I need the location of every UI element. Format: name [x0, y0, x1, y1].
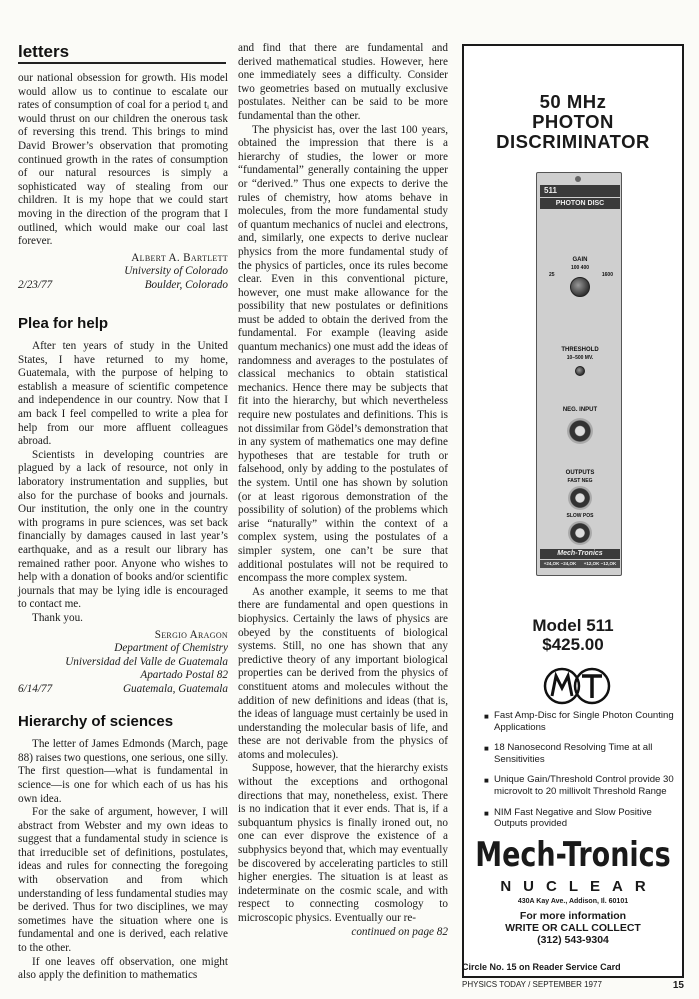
- page-number: 15: [672, 980, 684, 991]
- brand-wordmark: Mech-Tronics: [475, 836, 671, 875]
- slow-output-connector-icon: [568, 521, 592, 545]
- letter1-author: Albert A. Bartlett: [131, 251, 228, 264]
- ad-title: [464, 92, 682, 152]
- bullet-icon: ■: [484, 808, 489, 818]
- feature-list: [484, 710, 680, 839]
- advertisement: [462, 44, 684, 978]
- letter2-date-row: [18, 683, 228, 697]
- letter2-location: Guatemala, Guatemala: [122, 682, 228, 695]
- threshold-range: 10–500 MV.: [566, 355, 594, 361]
- letter2-affiliation-1: Department of Chemistry: [114, 642, 228, 655]
- bullet-icon: ■: [484, 776, 489, 786]
- price: $425.00: [542, 635, 604, 654]
- journal-info: PHYSICS TODAY / SEPTEMBER 1977: [462, 980, 602, 989]
- company-address: 430A Kay Ave., Addison, Il. 60101: [517, 898, 629, 905]
- module-number: 511: [540, 185, 620, 197]
- letter2-title: Plea for help: [18, 314, 109, 332]
- threshold-knob-icon: [575, 366, 585, 376]
- letter3-col2-para-1: and find that there are fundamental and derived mathematical studies. However, here one immediately sees a difficulty. Consider two geometries based on mutually exclusive postulates. Neither can be said to be more fundamental than the other.: [238, 42, 448, 122]
- letter1-date-row: [18, 279, 228, 293]
- letter2-para-3: Thank you.: [32, 611, 83, 624]
- fast-output-connector-icon: [568, 486, 592, 510]
- phone-number: (312) 543-9304: [537, 934, 609, 946]
- page-footer: [462, 980, 684, 991]
- contact-line-2: WRITE OR CALL COLLECT: [505, 922, 641, 934]
- contact-line-1: For more information: [519, 910, 627, 922]
- letter3-para-3: If one leaves off observation, one might also apply the definition to mathematics: [18, 955, 228, 982]
- ad-title-line-2: PHOTON: [532, 111, 614, 132]
- gain-max: 1600: [601, 272, 613, 278]
- section-rule: [18, 62, 226, 64]
- nim-module-photo: [536, 172, 622, 576]
- continued-notice: continued on page 82: [351, 925, 448, 938]
- letter1-continued-text: our national obsession for growth. His model would allow us to continue to escalate our rates of consumption of coal for a period tᵢ and would thrust on our children the onerous task of reversing this trend. This brings to mind David Brower’s observation that promoting continued growth in the rates of consumption of our natural resources is simply a sophisticated way of stealing from our children. It is my hope that we could start moving in the direction of the program that I outlined, which would make our coal last forever.: [18, 72, 228, 248]
- section-title: letters: [18, 42, 70, 61]
- letter3-col2-para-4: Suppose, however, that the hierarchy exists without the exceptions and orthogonal directions that may, nonetheless, exist. There is no indication that it ever ends. That is, if a subquantum physics is finally ironed out, no one can ever disprove the existence of a subphysics beyond that, which may eventually be discovered by accelerating particles to still higher energies. The situation is at least as indeterminate on the cosmic scale, and with respect to connecting cosmology to microscopic physics. Eventually our re-: [238, 762, 448, 924]
- letter3-para-2: For the sake of argument, however, I will abstract from Webster and my own ideas to suggest that a fundamental study in science is that irreducible set of definitions, postulates, ideas and rules for connecting the foregoing with observation and from which understanding of less fundamental studies may be derived. Thus for two disciplines, we may sometimes have the situation where one is fundamental and one is derived, each relative to the other.: [18, 806, 228, 955]
- reader-service-note: Circle No. 15 on Reader Service Card: [462, 962, 621, 972]
- gain-ticks: 100 400: [570, 265, 590, 271]
- letter2-affiliation-2: Universidad del Valle de Guatemala: [65, 655, 228, 668]
- module-brand: Mech-Tronics: [540, 549, 620, 559]
- feature-item: ■ Unique Gain/Threshold Control provide 30 microvolt to 20 millivolt Threshold Range: [484, 774, 674, 797]
- letter3-title: Hierarchy of sciences: [18, 712, 174, 730]
- contact-block: [464, 910, 682, 946]
- ad-title-line-1: 50 MHz: [539, 91, 607, 112]
- power-right: +12,OK −12,OK: [583, 561, 617, 566]
- letter3-para-1: The letter of James Edmonds (March, page 88) raises two questions, one serious, one silly. The first question—what is fundamental in science—is one for which each of us has his own idea.: [18, 738, 228, 805]
- input-connector-icon: [567, 418, 593, 444]
- slow-pos-label: SLOW POS: [566, 513, 594, 519]
- feature-item: ■ 18 Nanosecond Resolving Time at all Sensitivities: [484, 742, 653, 765]
- gain-label: GAIN: [572, 257, 588, 263]
- letter2-affiliation-3: Apartado Postal 82: [140, 669, 228, 682]
- module-power-row: [540, 560, 620, 568]
- threshold-label: THRESHOLD: [561, 347, 599, 353]
- letter2-para-1: After ten years of study in the United States, I have returned to my home, Guatemala, with the purpose of helping to establish a measure of scientific competence and independence in our country. Now that I am back I feel compelled to write a plea for help from our more affluent colleagues abroad.: [18, 340, 228, 448]
- gain-knob-icon: [570, 277, 590, 297]
- column-2: [238, 42, 448, 939]
- fast-neg-label: FAST NEG: [567, 478, 593, 484]
- letter1-affiliation: University of Colorado: [124, 265, 228, 278]
- brand-subtitle: NUCLEAR: [500, 878, 658, 895]
- feature-item: ■ Fast Amp-Disc for Single Photon Counting Applications: [484, 710, 674, 733]
- letter1-location: Boulder, Colorado: [144, 278, 228, 291]
- feature-item: ■ NIM Fast Negative and Slow Positive Outputs provided: [484, 806, 652, 830]
- letter1-date: 2/23/77: [18, 278, 53, 291]
- mech-tronics-logo-icon: [542, 666, 612, 706]
- bullet-icon: ■: [484, 744, 489, 754]
- ad-title-line-3: DISCRIMINATOR: [496, 131, 650, 152]
- letter3-col2-para-2: The physicist has, over the last 100 years, obtained the impression that there is a hierarchy of studies, the lower or more “fundamental” generally containing the upper or “derived.” Thus one expects to derive the rules of chemistry, how atoms behave in molecules, from the more fundamental study of quantum mechanics of nuclei and electrons, and, similarly, one expects to derive nuclear physics from the more fundamental study of the physics of particles, once its rules become clear. Even in this conventional picture, however, one must make allowance for the possibility that new postulates or definitions must be added to obtain the derived from the fundamental. For example (leaving aside quantum mechanics) one must add the ideas of randomness and averages to the postulates of classical mechanics to obtain statistical mechanics. Hence there may be subjects that fit into the hierarchy, but which nevertheless require new postulates and definitions. This is not dissimilar from Gödel’s demonstration that in any system of mathematics one may define hypotheses that are testable for truth or falsehood, only by adding to the postulates of the system. Until one has shown by solution (or at least rigorous demonstration of the possibility of solution) of the problems which arise “naturally” within the context of a complex system, using the postulates of a simpler system, one can’t be sure that additional postulates will not be required to encompass the more complex system.: [238, 123, 448, 585]
- screw-icon: [575, 176, 581, 182]
- power-left: +24,OK −24,OK: [543, 561, 577, 566]
- module-name: PHOTON DISC: [540, 198, 620, 209]
- letter2-author: Sergio Aragon: [154, 628, 228, 641]
- outputs-label: OUTPUTS: [565, 470, 595, 476]
- model-name: Model 511: [532, 616, 614, 635]
- column-1: [18, 72, 228, 983]
- neg-input-label: NEG. INPUT: [562, 407, 598, 413]
- model-price: [464, 616, 682, 654]
- gain-min: 25: [549, 272, 555, 278]
- letter3-col2-para-3: As another example, it seems to me that there are fundamental and open questions in biophysics. Certainly the laws of physics are obeyed by the constituents of biological systems. Still, no one has shown that any predictive theory of any important biological properties can be derived from the physics of constituent atoms and molecules without the addition of new definitions and ideas (that is, the ideas of language must certainly be used in understanding the molecular basis of life, and these are not derivable from the physics of atoms and molecules).: [238, 585, 448, 761]
- bullet-icon: ■: [484, 712, 489, 721]
- letter2-date: 6/14/77: [18, 682, 53, 695]
- letter2-para-2: Scientists in developing countries are plagued by a lack of resource, not only in laboratory instrumentation and supplies, but also for the purchase of books and journals. Our institution, the only one in the country with programs in pure sciences, was set back financially by damages caused in last year’s earthquake, and as a result our library has remained rather poor. Anyone who wishes to help with a donation of books and/or scientific journals that may be lying idle is encouraged to contact me.: [18, 448, 228, 611]
